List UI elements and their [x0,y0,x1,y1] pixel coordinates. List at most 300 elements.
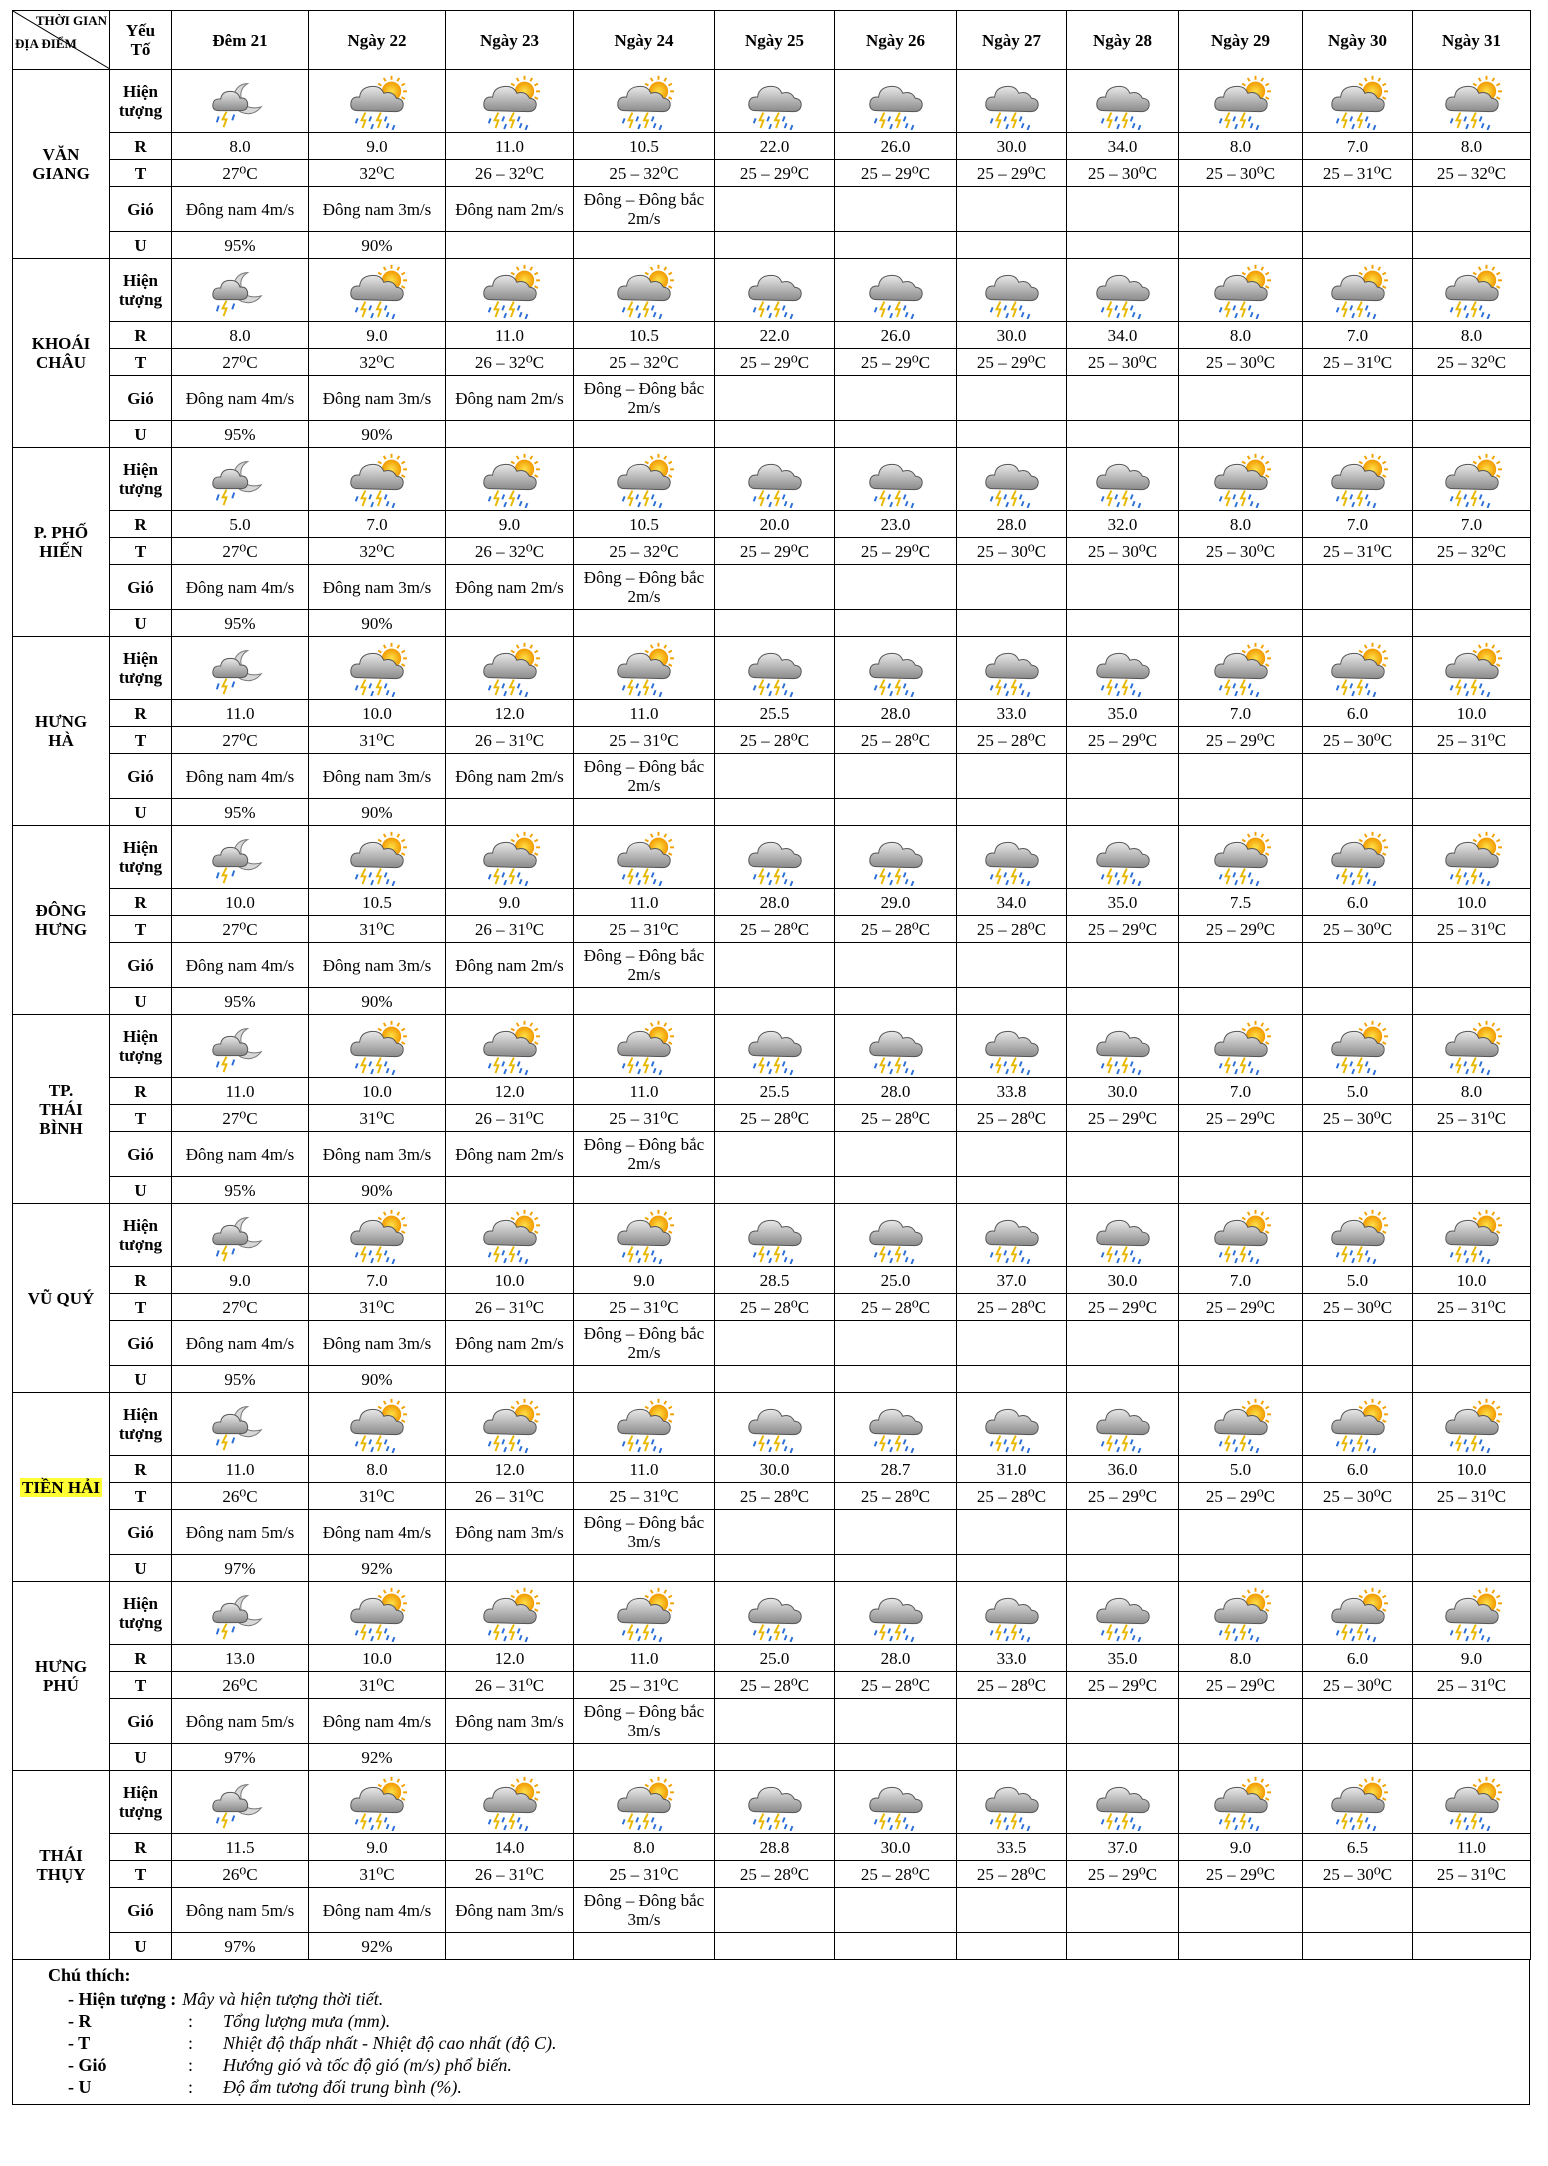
rain-label: R [110,1456,172,1483]
wind-value: Đông nam 4m/s [172,943,309,988]
weather-icon-cell [1413,259,1531,322]
temperature-value: 25 – 29⁰C [835,160,957,187]
humidity-value [574,799,715,826]
sun-storm-icon [309,1773,445,1831]
humidity-value: 90% [309,1366,446,1393]
phenomenon-label [110,1015,172,1078]
wind-value: Đông – Đông bắc 2m/s [574,1132,715,1177]
factor-label-line2: Tố [130,40,151,59]
temperature-value: 25 – 28⁰C [957,1105,1067,1132]
temperature-value: 31⁰C [309,1861,446,1888]
rain-value: 25.0 [715,1645,835,1672]
wind-value: Đông nam 3m/s [309,376,446,421]
day-header: Ngày 23 [446,11,574,70]
storm-rain-icon [1067,72,1178,130]
weather-icon-cell [172,259,309,322]
rain-value: 10.0 [1413,700,1531,727]
weather-icon-cell [1303,1393,1413,1456]
wind-row [13,565,1531,610]
temperature-value: 25 – 29⁰C [835,538,957,565]
sun-storm-icon [446,828,573,886]
wind-value: Đông – Đông bắc 2m/s [574,943,715,988]
rain-value: 7.0 [1303,322,1413,349]
temperature-value: 25 – 29⁰C [957,160,1067,187]
temperature-row [13,349,1531,376]
temperature-value: 25 – 31⁰C [1413,1483,1531,1510]
rain-value: 25.5 [715,1078,835,1105]
rain-value: 28.8 [715,1834,835,1861]
temperature-value: 25 – 29⁰C [1067,1483,1179,1510]
humidity-value [446,1744,574,1771]
temperature-value: 25 – 28⁰C [835,1105,957,1132]
humidity-value [446,1933,574,1960]
sun-storm-icon [1179,450,1302,508]
rain-value: 8.0 [1413,322,1531,349]
temperature-value: 25 – 30⁰C [1067,160,1179,187]
wind-row [13,1510,1531,1555]
weather-icon-cell [1303,637,1413,700]
weather-icon-cell [1413,448,1531,511]
location-name-line: BÌNH [39,1118,83,1138]
location-name-line: GIANG [32,164,90,183]
wind-value: Đông – Đông bắc 3m/s [574,1888,715,1933]
label-line: Hiện [123,82,158,101]
humidity-value [1303,421,1413,448]
rain-value: 25.5 [715,700,835,727]
rain-value: 7.0 [1303,133,1413,160]
humidity-label: U [110,1933,172,1960]
storm-rain-icon [1067,450,1178,508]
temperature-value: 26 – 31⁰C [446,1294,574,1321]
sun-storm-icon [446,1395,573,1453]
forecast-sheet [12,10,1530,2105]
weather-icon-cell [574,1204,715,1267]
location-name [13,1393,110,1582]
storm-rain-icon [715,639,834,697]
rain-row [13,1834,1531,1861]
phenomenon-row [13,637,1531,700]
rain-label: R [110,1645,172,1672]
temperature-row [13,1105,1531,1132]
weather-icon-cell [957,1771,1067,1834]
sun-storm-icon [446,1206,573,1264]
temperature-label: T [110,1105,172,1132]
temperature-value: 25 – 30⁰C [1303,1672,1413,1699]
wind-row [13,943,1531,988]
wind-value [1413,1321,1531,1366]
storm-rain-icon [715,1395,834,1453]
label-line: tượng [118,1802,163,1821]
wind-value: Đông nam 2m/s [446,754,574,799]
label-line: Hiện [123,1783,158,1802]
temperature-value: 25 – 31⁰C [574,1105,715,1132]
weather-icon-cell [309,1582,446,1645]
humidity-value [957,610,1067,637]
location-name [13,1015,110,1204]
humidity-value [574,1366,715,1393]
weather-icon-cell [957,259,1067,322]
rain-value: 6.5 [1303,1834,1413,1861]
wind-value [1413,187,1531,232]
wind-value [1303,1510,1413,1555]
humidity-value: 92% [309,1555,446,1582]
humidity-value: 90% [309,421,446,448]
temperature-value: 25 – 31⁰C [1413,1861,1531,1888]
weather-icon-cell [957,1582,1067,1645]
weather-icon-cell [1413,70,1531,133]
wind-value: Đông nam 4m/s [309,1510,446,1555]
rain-value: 11.0 [574,700,715,727]
wind-value [715,1132,835,1177]
temperature-value: 25 – 29⁰C [715,349,835,376]
legend-item [68,2076,462,2098]
weather-icon-cell [1179,448,1303,511]
rain-value: 33.8 [957,1078,1067,1105]
wind-value: Đông nam 5m/s [172,1510,309,1555]
humidity-value [835,1933,957,1960]
rain-value: 11.0 [574,1078,715,1105]
weather-icon-cell [1413,1015,1531,1078]
weather-icon-cell [1179,1582,1303,1645]
rain-value: 11.0 [574,889,715,916]
weather-icon-cell [172,1204,309,1267]
legend-value: Hướng gió và tốc độ gió (m/s) phổ biến. [223,2055,512,2075]
location-name-line: HIẾN [39,542,83,561]
weather-icon-cell [309,1393,446,1456]
humidity-value [574,1555,715,1582]
temperature-row [13,160,1531,187]
temperature-value: 26 – 31⁰C [446,727,574,754]
label-line: tượng [118,101,163,120]
rain-value: 8.0 [1413,133,1531,160]
sun-storm-icon [574,639,714,697]
rain-value: 28.0 [835,1078,957,1105]
wind-value: Đông nam 4m/s [172,565,309,610]
weather-icon-cell [1067,259,1179,322]
wind-value [1303,1321,1413,1366]
temperature-value: 25 – 31⁰C [1413,916,1531,943]
legend-value: Nhiệt độ thấp nhất - Nhiệt độ cao nhất (độ C). [223,2033,557,2053]
temperature-value: 25 – 30⁰C [1067,538,1179,565]
storm-rain-icon [715,1206,834,1264]
rain-value: 9.0 [172,1267,309,1294]
humidity-value [1067,1366,1179,1393]
weather-icon-cell [309,1204,446,1267]
weather-icon-cell [957,1393,1067,1456]
temperature-value: 25 – 28⁰C [835,1483,957,1510]
humidity-value [835,1366,957,1393]
moon-storm-icon [172,1773,308,1831]
temperature-label: T [110,349,172,376]
wind-value [1303,1699,1413,1744]
weather-icon-cell [1303,70,1413,133]
sun-storm-icon [1303,1584,1412,1642]
sun-storm-icon [1179,261,1302,319]
moon-storm-icon [172,450,308,508]
temperature-value: 25 – 28⁰C [715,1672,835,1699]
moon-storm-icon [172,261,308,319]
rain-value: 30.0 [957,133,1067,160]
rain-value: 30.0 [715,1456,835,1483]
rain-value: 9.0 [446,511,574,538]
temperature-value: 25 – 28⁰C [715,727,835,754]
wind-value [715,565,835,610]
rain-label: R [110,1834,172,1861]
rain-value: 12.0 [446,1645,574,1672]
legend-value: Tổng lượng mưa (mm). [223,2011,391,2031]
storm-rain-icon [1067,1206,1178,1264]
wind-value: Đông nam 4m/s [172,1321,309,1366]
location-name-line: THỤY [36,1865,86,1884]
weather-icon-cell [172,1771,309,1834]
sun-storm-icon [1179,639,1302,697]
humidity-row [13,1366,1531,1393]
humidity-value [957,799,1067,826]
humidity-value [835,988,957,1015]
humidity-value [1413,799,1531,826]
sun-storm-icon [446,1584,573,1642]
humidity-value [1067,799,1179,826]
wind-value: Đông nam 2m/s [446,187,574,232]
humidity-value [446,421,574,448]
temperature-label: T [110,538,172,565]
humidity-value [715,1933,835,1960]
wind-label: Gió [110,565,172,610]
location-name-line: TP. [48,1080,74,1100]
humidity-value [1413,1744,1531,1771]
wind-value [1413,754,1531,799]
weather-icon-cell [957,1204,1067,1267]
wind-value [1413,565,1531,610]
time-label: THỜI GIAN [35,13,107,28]
wind-value [835,943,957,988]
temperature-value: 25 – 29⁰C [1067,1294,1179,1321]
wind-value: Đông nam 4m/s [309,1888,446,1933]
wind-value [715,754,835,799]
wind-value [957,1699,1067,1744]
weather-icon-cell [574,448,715,511]
storm-rain-icon [715,1584,834,1642]
weather-icon-cell [1067,448,1179,511]
rain-value: 28.0 [835,700,957,727]
location-name-line: VŨ QUÝ [27,1288,95,1308]
rain-value: 6.0 [1303,889,1413,916]
wind-value: Đông nam 5m/s [172,1699,309,1744]
humidity-row [13,1555,1531,1582]
rain-value: 35.0 [1067,1645,1179,1672]
weather-icon-cell [446,259,574,322]
sun-storm-icon [1303,1773,1412,1831]
humidity-value [1303,610,1413,637]
temperature-value: 25 – 29⁰C [1067,727,1179,754]
humidity-value [446,988,574,1015]
humidity-value [1067,610,1179,637]
sun-storm-icon [1179,1395,1302,1453]
location-name-line: TIỀN HẢI [22,1477,100,1497]
rain-value: 11.5 [172,1834,309,1861]
legend-key: - Gió [68,2055,107,2075]
storm-rain-icon [957,1395,1066,1453]
sun-storm-icon [1413,450,1530,508]
legend-colon: : [188,2033,194,2053]
wind-value [835,1132,957,1177]
temperature-value: 26⁰C [172,1672,309,1699]
temperature-value: 25 – 31⁰C [1413,1294,1531,1321]
wind-value [835,1510,957,1555]
humidity-row [13,1933,1531,1960]
temperature-value: 26⁰C [172,1483,309,1510]
storm-rain-icon [1067,639,1178,697]
temperature-value: 26 – 31⁰C [446,1105,574,1132]
wind-value [835,1321,957,1366]
rain-label: R [110,1078,172,1105]
location-name-line: THÁI [39,1099,83,1119]
wind-value: Đông nam 3m/s [446,1699,574,1744]
sun-storm-icon [1179,1017,1302,1075]
wind-value: Đông – Đông bắc 2m/s [574,754,715,799]
humidity-value: 95% [172,1177,309,1204]
wind-value: Đông – Đông bắc 2m/s [574,1321,715,1366]
wind-value [1067,187,1179,232]
sun-storm-icon [1303,1017,1412,1075]
temperature-label: T [110,1861,172,1888]
humidity-value [1413,1366,1531,1393]
weather-icon-cell [1067,1582,1179,1645]
temperature-value: 27⁰C [172,916,309,943]
humidity-value [1303,1744,1413,1771]
humidity-value [1413,232,1531,259]
rain-value: 7.0 [1179,700,1303,727]
rain-value: 11.0 [446,133,574,160]
weather-icon-cell [835,448,957,511]
rain-row [13,1456,1531,1483]
temperature-row [13,916,1531,943]
temperature-value: 27⁰C [172,1294,309,1321]
temperature-value: 32⁰C [309,538,446,565]
wind-label: Gió [110,1888,172,1933]
wind-value [957,943,1067,988]
day-header: Ngày 22 [309,11,446,70]
rain-row [13,1078,1531,1105]
rain-value: 11.0 [172,700,309,727]
weather-icon-cell [715,1582,835,1645]
humidity-value: 90% [309,988,446,1015]
day-header: Ngày 28 [1067,11,1179,70]
rain-value: 8.0 [1179,511,1303,538]
rain-value: 10.5 [574,511,715,538]
sun-storm-icon [1413,828,1530,886]
legend-item [68,2010,390,2032]
weather-icon-cell [446,637,574,700]
rain-value: 26.0 [835,133,957,160]
phenomenon-label [110,448,172,511]
storm-rain-icon [715,261,834,319]
rain-value: 33.0 [957,700,1067,727]
humidity-value: 97% [172,1744,309,1771]
storm-rain-icon [957,1017,1066,1075]
day-header: Ngày 25 [715,11,835,70]
wind-value [835,376,957,421]
legend [12,1960,1530,2105]
label-line: tượng [118,857,163,876]
temperature-value: 25 – 30⁰C [1303,916,1413,943]
humidity-value [957,1177,1067,1204]
humidity-value [1303,799,1413,826]
humidity-value [1179,1744,1303,1771]
sun-storm-icon [446,72,573,130]
temperature-value: 25 – 28⁰C [957,1483,1067,1510]
rain-value: 30.0 [835,1834,957,1861]
humidity-value: 95% [172,1366,309,1393]
humidity-value [715,1366,835,1393]
weather-icon-cell [1067,826,1179,889]
wind-label: Gió [110,376,172,421]
rain-value: 11.0 [446,322,574,349]
temperature-value: 25 – 32⁰C [1413,160,1531,187]
location-name-line: ĐÔNG [35,901,87,920]
humidity-row [13,421,1531,448]
humidity-value [1067,232,1179,259]
weather-icon-cell [446,826,574,889]
storm-rain-icon [835,639,956,697]
humidity-label: U [110,610,172,637]
humidity-value [446,610,574,637]
humidity-value [835,1177,957,1204]
weather-icon-cell [715,1771,835,1834]
wind-value [715,1888,835,1933]
temperature-value: 25 – 28⁰C [835,1861,957,1888]
wind-value [1303,1888,1413,1933]
rain-value: 37.0 [1067,1834,1179,1861]
phenomenon-row [13,259,1531,322]
moon-storm-icon [172,828,308,886]
humidity-value [1067,1555,1179,1582]
weather-icon-cell [574,1015,715,1078]
rain-value: 9.0 [1179,1834,1303,1861]
wind-value [1179,1132,1303,1177]
weather-icon-cell [715,637,835,700]
moon-storm-icon [172,1017,308,1075]
wind-value: Đông nam 3m/s [309,1132,446,1177]
weather-icon-cell [1067,637,1179,700]
rain-label: R [110,511,172,538]
weather-icon-cell [1179,637,1303,700]
weather-icon-cell [1067,1204,1179,1267]
humidity-value [1303,232,1413,259]
wind-value: Đông nam 3m/s [309,565,446,610]
wind-row [13,1888,1531,1933]
wind-value [715,187,835,232]
humidity-value [446,799,574,826]
temperature-value: 26 – 31⁰C [446,1483,574,1510]
storm-rain-icon [1067,1395,1178,1453]
sun-storm-icon [446,1773,573,1831]
sun-storm-icon [1303,828,1412,886]
temperature-value: 25 – 31⁰C [574,1861,715,1888]
wind-value [957,187,1067,232]
phenomenon-row [13,826,1531,889]
sun-storm-icon [309,72,445,130]
moon-storm-icon [172,72,308,130]
humidity-value [957,1744,1067,1771]
humidity-value [574,988,715,1015]
wind-value [1413,943,1531,988]
temperature-value: 26 – 31⁰C [446,1672,574,1699]
rain-value: 6.0 [1303,700,1413,727]
wind-value [715,1510,835,1555]
humidity-label: U [110,421,172,448]
label-line: tượng [118,1424,163,1443]
